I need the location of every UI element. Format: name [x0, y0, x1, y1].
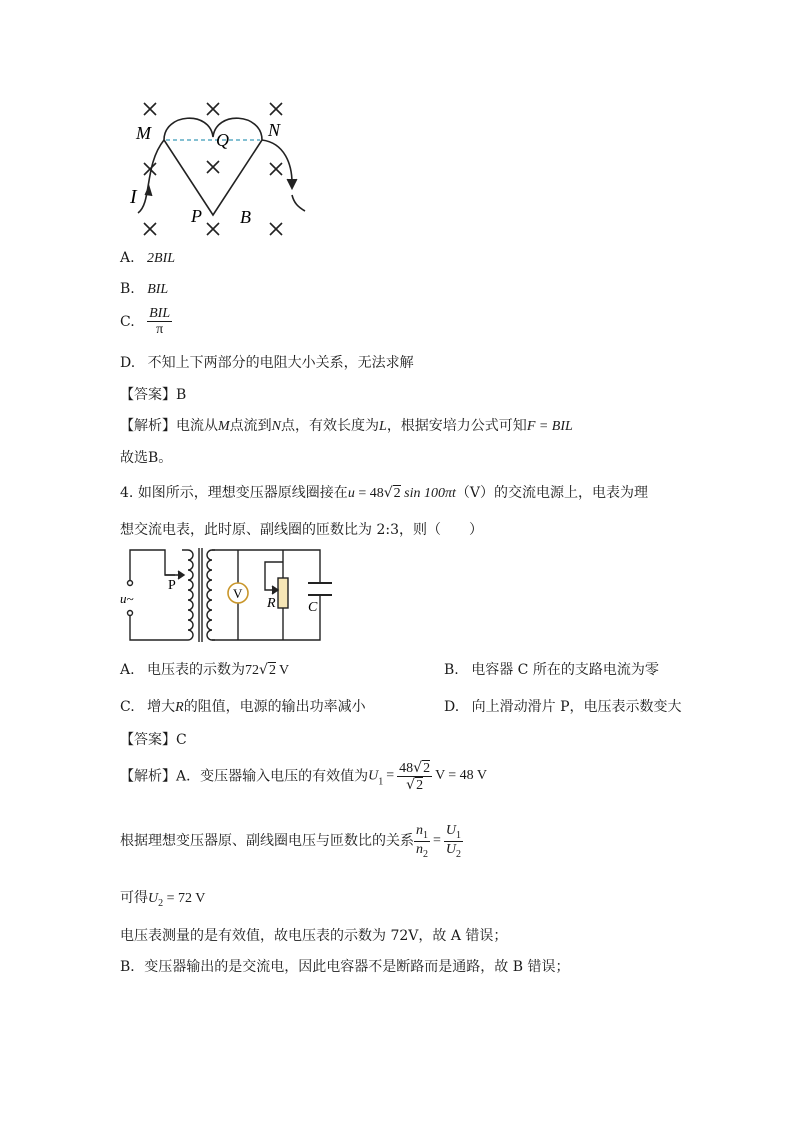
formula-u: u — [347, 486, 355, 501]
option-key: A. — [120, 250, 135, 266]
q4-stem-line2: 想交流电表，此时原、副线圈的匝数比为 2:3，则（ ） — [120, 522, 483, 538]
q4-answer: 【答案】C — [120, 732, 187, 748]
label-P: P — [191, 206, 202, 226]
q3-option-c — [120, 306, 172, 338]
analysis-text: 点流到 — [229, 418, 272, 434]
q4-analysis-a — [120, 760, 487, 794]
q4-option-b — [444, 659, 659, 679]
fraction — [147, 306, 172, 338]
sqrt-sign: √ — [406, 777, 416, 794]
primary-wire — [130, 615, 188, 640]
option-text: 电容器 C 所在的支路电流为零 — [471, 662, 659, 678]
label-B: B — [240, 207, 251, 227]
sqrt-sign: √ — [413, 760, 423, 776]
option-text: 不知上下两部分的电阻大小关系，无法求解 — [147, 355, 414, 371]
option-key: B. — [120, 281, 135, 297]
var-U1: U — [368, 768, 379, 784]
q3-answer: 【答案】B — [120, 387, 187, 403]
option-text: 的阻值，电源的输出功率减小 — [183, 699, 366, 715]
analysis-text: ，根据安培力公式可知 — [386, 418, 527, 434]
subscript: 2 — [423, 848, 428, 860]
rheostat-arrow — [272, 586, 278, 594]
label-C: C — [308, 600, 318, 615]
fraction — [414, 823, 430, 860]
subscript: 1 — [456, 829, 462, 841]
label-I: I — [130, 186, 137, 208]
fraction-denominator — [397, 777, 432, 793]
analysis-label: 【解析】 — [120, 768, 176, 785]
analysis-label: 【解析】 — [120, 418, 176, 434]
subscript: 2 — [158, 897, 164, 909]
formula: F = BIL — [526, 419, 573, 434]
result: = 72 V — [163, 891, 206, 906]
secondary-top-rail — [212, 550, 320, 583]
secondary-coil — [207, 550, 215, 640]
q4-analysis-b: B．变压器输出的是交流电，因此电容器不是断路而是通路，故 B 错误； — [120, 959, 570, 975]
option-key: C. — [120, 313, 135, 330]
q4-option-d — [444, 696, 682, 716]
fraction — [444, 823, 463, 860]
cross-mark — [207, 103, 219, 115]
input-terminal — [128, 581, 133, 586]
label-Q: Q — [216, 130, 229, 150]
primary-coil — [182, 550, 193, 640]
option-text: 向上滑动滑片 P，电压表示数变大 — [471, 699, 682, 715]
label-P: P — [168, 578, 176, 593]
q4-stem-line1 — [120, 482, 648, 502]
subscript: 1 — [378, 776, 384, 788]
fraction-denominator: π — [156, 322, 164, 338]
var-n2: n — [416, 841, 423, 857]
question-number: 4. — [120, 485, 134, 501]
fraction-numerator — [444, 823, 463, 842]
label-M: M — [136, 123, 151, 143]
unit: V — [278, 663, 290, 678]
option-key: D. — [120, 355, 136, 371]
q4-option-a — [120, 659, 289, 679]
label-R: R — [267, 596, 276, 611]
input-terminal — [128, 611, 133, 616]
equals: = — [433, 832, 441, 848]
var-U2: U — [445, 841, 457, 857]
label-N: N — [268, 120, 281, 140]
cross-mark — [270, 223, 282, 235]
option-text: 增大 — [147, 699, 176, 715]
option-key: C. — [120, 699, 135, 715]
analysis-text: 根据理想变压器原、副线圈电压与匝数比的关系 — [120, 832, 414, 849]
question-text: 如图所示，理想变压器原线圈接在 — [137, 485, 348, 501]
slider-p-arrow — [178, 571, 184, 579]
var-N: N — [271, 419, 282, 434]
lead-out-arrow — [287, 179, 297, 189]
q3-analysis — [120, 415, 573, 435]
primary-wire — [130, 550, 175, 581]
subscript: 1 — [423, 829, 428, 841]
formula-eq: = 48 — [354, 486, 384, 501]
resistor — [278, 578, 288, 608]
fraction-denominator — [444, 842, 463, 860]
q3-option-a — [120, 250, 175, 267]
var-L: L — [379, 419, 387, 434]
option-value: 2BIL — [147, 251, 176, 266]
magnetic-field-figure — [120, 95, 320, 245]
analysis-text: A．变压器输入电压的有效值为 — [176, 768, 369, 785]
sqrt-radicand: 2 — [268, 663, 276, 678]
cross-mark — [270, 103, 282, 115]
sqrt-sign: √ — [259, 662, 268, 678]
fraction — [397, 760, 432, 794]
sqrt-radicand: 2 — [416, 778, 424, 794]
unit: V — [435, 768, 446, 784]
equals: = — [386, 768, 395, 784]
label-u: u~ — [120, 591, 134, 606]
var-U2: U — [148, 891, 159, 906]
option-key: A. — [120, 662, 135, 678]
q3-conclusion: 故选B。 — [120, 450, 173, 466]
analysis-text: 电流从 — [176, 418, 218, 434]
option-key: D. — [444, 699, 460, 715]
subscript: 2 — [456, 848, 462, 860]
cross-mark — [270, 163, 282, 175]
q4-analysis-a-conclusion: 电压表测量的是有效值，故电压表的示数为 72V，故 A 错误； — [120, 928, 508, 944]
lead-out — [262, 140, 305, 211]
q4-analysis-u2 — [120, 887, 205, 909]
value: 72 — [245, 663, 260, 678]
label-V: V — [233, 586, 243, 601]
fraction-numerator — [397, 760, 432, 777]
secondary-bottom-rail — [212, 595, 320, 640]
var-M: M — [218, 419, 230, 434]
analysis-text: 点，有效长度为 — [281, 418, 380, 434]
lead-in — [138, 140, 164, 213]
fraction-denominator — [414, 842, 430, 860]
result: = 48 V — [448, 768, 487, 784]
q4-option-c — [120, 696, 366, 716]
q4-analysis-ratio — [120, 823, 463, 860]
option-key: B. — [444, 662, 459, 678]
sqrt-radicand: 2 — [423, 761, 431, 776]
sqrt-sign: √ — [383, 485, 393, 501]
var-n1: n — [416, 823, 423, 838]
option-text: 电压表的示数为 — [147, 662, 246, 678]
fraction-numerator: BIL — [149, 306, 171, 321]
q3-option-d — [120, 352, 414, 372]
sqrt-radicand: 2 — [393, 486, 401, 501]
var-U1: U — [445, 823, 457, 838]
fraction-numerator — [414, 823, 430, 842]
lead-in-arrow — [145, 186, 152, 196]
var-R: R — [175, 700, 184, 715]
cross-mark — [144, 223, 156, 235]
cross-mark — [207, 161, 219, 173]
formula-sin: sin 100πt — [400, 486, 456, 501]
analysis-text: 可得 — [120, 890, 148, 906]
cross-mark — [144, 103, 156, 115]
question-text: （V）的交流电源上，电表为理 — [455, 485, 649, 501]
transformer-circuit — [120, 545, 345, 645]
option-value: BIL — [147, 282, 169, 297]
cross-mark — [207, 223, 219, 235]
value: 48 — [399, 761, 414, 776]
q3-option-b — [120, 281, 168, 298]
